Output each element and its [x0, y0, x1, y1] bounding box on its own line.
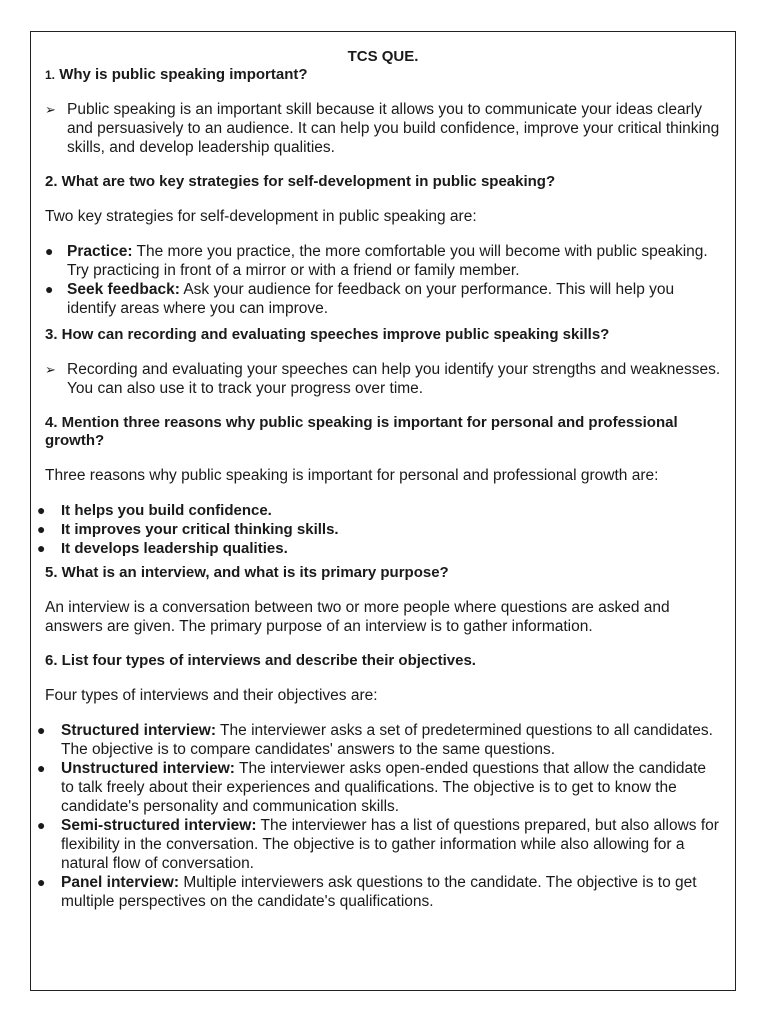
bullet-icon: ●: [37, 521, 46, 537]
list-item-desc: The interviewer asks a set of predetermined questions to all candidates. The objective is to compare candidates' answers to the same questions.: [61, 722, 713, 758]
list-item: [37, 539, 721, 558]
answer-3-list: [45, 360, 721, 398]
page-title: TCS QUE.: [347, 48, 419, 65]
bullet-icon: ●: [37, 502, 46, 518]
list-item-desc: The more you practice, the more comfortable you will become with public speaking. Try practicing in front of a mirror or with a friend or family member.: [67, 243, 708, 279]
question-5: 5. What is an interview, and what is its primary purpose?: [45, 564, 449, 581]
question-3: 3. How can recording and evaluating speeches improve public speaking skills?: [45, 326, 610, 343]
list-item-term: Semi-structured interview:: [61, 817, 257, 834]
answer-1-list: [45, 100, 721, 157]
question-1-number: 1.: [45, 68, 56, 82]
bullet-icon: ●: [45, 281, 54, 297]
document-content: [37, 48, 721, 911]
answer-1: [45, 100, 721, 157]
question-2: 2. What are two key strategies for self-development in public speaking?: [45, 173, 556, 190]
question-1-text: Why is public speaking important?: [59, 66, 308, 83]
list-item: [45, 280, 721, 318]
bullet-icon: ●: [37, 874, 46, 890]
list-item-term: Panel interview:: [61, 874, 180, 891]
question-1: [45, 66, 721, 84]
bullet-icon: ●: [45, 243, 54, 259]
answer-4-list: [37, 501, 721, 558]
list-item-text: It improves your critical thinking skills.: [61, 521, 339, 538]
answer-6-intro: Four types of interviews and their objectives are:: [45, 687, 378, 704]
question-6: 6. List four types of interviews and describe their objectives.: [45, 652, 476, 669]
list-item: [37, 873, 721, 911]
arrow-bullet-icon: ➢: [45, 102, 56, 117]
bullet-icon: ●: [37, 722, 46, 738]
list-item-text: It develops leadership qualities.: [61, 540, 288, 557]
document-page: [30, 31, 736, 991]
bullet-icon: ●: [37, 817, 46, 833]
answer-2-list: [45, 242, 721, 318]
list-item-term: Practice:: [67, 243, 133, 260]
list-item: [45, 242, 721, 280]
bullet-icon: ●: [37, 760, 46, 776]
list-item: [37, 520, 721, 539]
bullet-icon: ●: [37, 540, 46, 556]
list-item: [37, 721, 721, 759]
answer-1-text: Public speaking is an important skill because it allows you to communicate your ideas clearly and persuasively to an audience. It can help you build confidence, improve your critical thinking skills, and develop leadership qualities.: [67, 101, 720, 156]
list-item: [37, 759, 721, 816]
list-item-term: Seek feedback:: [67, 281, 180, 298]
answer-6-list: [37, 721, 721, 911]
list-item: [37, 501, 721, 520]
answer-3: [45, 360, 721, 398]
list-item-desc: Ask your audience for feedback on your performance. This will help you identify areas where you can improve.: [67, 281, 675, 317]
list-item-desc: The interviewer asks open-ended questions that allow the candidate to talk freely about their experiences and qualifications. The objective is to get to know the candidate's personality and communication skills.: [61, 760, 707, 815]
question-4: 4. Mention three reasons why public speaking is important for personal and professional growth?: [45, 414, 678, 449]
answer-3-text: Recording and evaluating your speeches can help you identify your strengths and weaknesses. You can also use it to track your progress over time.: [67, 361, 721, 397]
list-item-term: Structured interview:: [61, 722, 217, 739]
list-item: [37, 816, 721, 873]
list-item-desc: The interviewer has a list of questions prepared, but also allows for flexibility in the conversation. The objective is to gather information while also allowing for a natural flow of conversation.: [61, 817, 719, 872]
answer-4-intro: Three reasons why public speaking is important for personal and professional growth are:: [45, 467, 659, 484]
arrow-bullet-icon: ➢: [45, 362, 56, 377]
list-item-term: Unstructured interview:: [61, 760, 235, 777]
answer-5-text: An interview is a conversation between two or more people where questions are asked and answers are given. The primary purpose of an interview is to gather information.: [45, 599, 670, 635]
list-item-text: It helps you build confidence.: [61, 502, 272, 519]
answer-2-intro: Two key strategies for self-development in public speaking are:: [45, 208, 477, 225]
list-item-desc: Multiple interviewers ask questions to the candidate. The objective is to get multiple perspectives on the candidate's qualifications.: [61, 874, 697, 910]
